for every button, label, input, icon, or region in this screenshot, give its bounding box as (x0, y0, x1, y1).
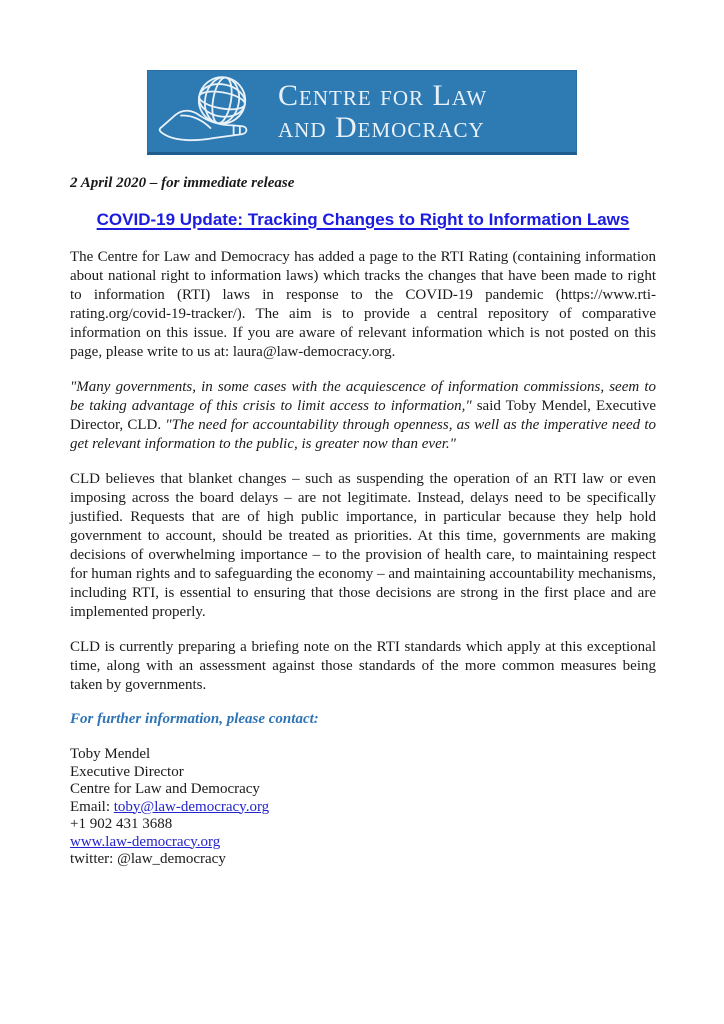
org-name-line2: and Democracy (278, 110, 485, 144)
contact-organization: Centre for Law and Democracy (70, 781, 260, 797)
hand-globe-logo-icon (156, 71, 272, 153)
website-link[interactable]: www.law-democracy.org (70, 833, 221, 850)
contact-phone: +1 902 431 3688 (70, 816, 173, 832)
quote-text-1: "Many governments, in some cases with the acquiescence of information commissions, seem to be taking advantage of this crisis to limit access to information," (70, 379, 656, 414)
email-link[interactable]: toby@law-democracy.org (113, 798, 270, 815)
contact-block (70, 746, 656, 869)
quote-attribution: said Toby Mendel, Executive Director, CLD. (70, 398, 656, 433)
page-title: COVID-19 Update: Tracking Changes to Right to Information Laws (96, 210, 630, 229)
paragraph-quote (70, 378, 656, 454)
contact-heading: For further information, please contact: (70, 711, 319, 727)
paragraph-briefing-note: CLD is currently preparing a briefing note on the RTI standards which apply at this exceptional time, along with an assessment against those standards of the more common measures being taken by governments. (70, 639, 656, 693)
email-label: Email: (70, 798, 114, 815)
org-name-line1: Centre for Law (278, 78, 488, 112)
contact-twitter: twitter: @law_democracy (70, 851, 226, 867)
release-date-line: 2 April 2020 – for immediate release (70, 175, 295, 191)
paragraph-position: CLD believes that blanket changes – such as suspending the operation of an RTI law or even imposing across the board delays – are not legitimate. Instead, delays need to be specifically justified. Requests that are of high public importance, in particular because they help hold government to account, should be treated as priorities. At this time, governments are making decisions of overwhelming importance – to the provision of health care, to maintaining respect for human rights and to safeguarding the economy – and maintaining accountability mechanisms, including RTI, is essential to ensuring that those decisions are strong in the first place and are implemented properly. (70, 471, 656, 620)
quote-text-2: "The need for accountability through openness, as well as the imperative need to get relevant information to the public, is greater now than ever." (70, 417, 657, 452)
website-line (70, 834, 656, 852)
contact-role: Executive Director (70, 763, 184, 780)
paragraph-intro: The Centre for Law and Democracy has added a page to the RTI Rating (containing information about national right to information laws) which tracks the changes that have been made to right to information (RTI) laws in response to the COVID-19 pandemic (https://www.rti-rating.org/covid-19-tracker/). The aim is to provide a central repository of comparative information on this issue. If you are aware of relevant information which is not posted on this page, please write to us at: laura@law-democracy.org. (70, 249, 656, 360)
org-logo-banner (147, 70, 577, 155)
contact-email-line (70, 799, 656, 817)
org-name (278, 80, 487, 144)
contact-name: Toby Mendel (70, 746, 151, 762)
